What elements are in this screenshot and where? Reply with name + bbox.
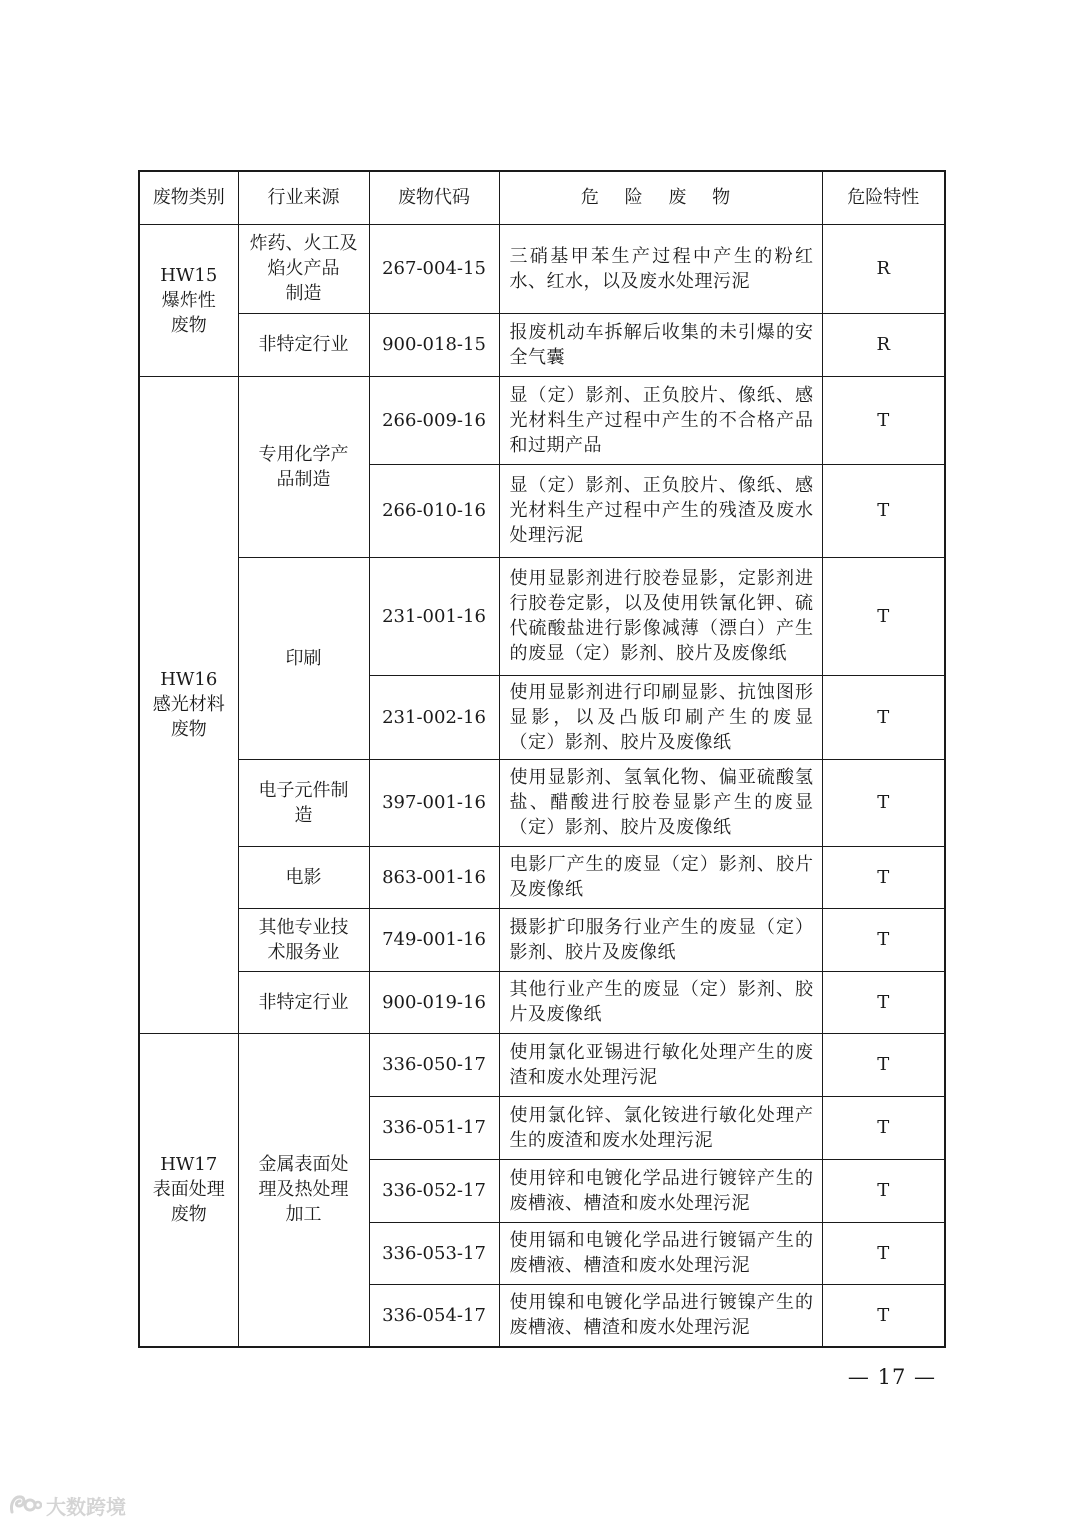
waste-code: 336-053-17 [369, 1222, 499, 1284]
waste-description: 三硝基甲苯生产过程中产生的粉红水、红水，以及废水处理污泥 [499, 224, 822, 313]
industry-source: 金属表面处 理及热处理 加工 [238, 1033, 369, 1347]
hazard-characteristic: R [822, 224, 945, 313]
watermark [8, 1490, 126, 1520]
industry-source: 印刷 [238, 557, 369, 759]
waste-code: 336-054-17 [369, 1284, 499, 1347]
hazard-characteristic: T [822, 971, 945, 1033]
hazard-characteristic: T [822, 846, 945, 908]
hazard-characteristic: T [822, 464, 945, 557]
industry-source: 非特定行业 [238, 971, 369, 1033]
waste-description: 报废机动车拆解后收集的未引爆的安全气囊 [499, 313, 822, 376]
waste-code: 267-004-15 [369, 224, 499, 313]
hazard-characteristic: T [822, 557, 945, 675]
hazard-characteristic: T [822, 1284, 945, 1347]
table-row [139, 846, 945, 908]
waste-description: 使用显影剂、氢氧化物、偏亚硫酸氢盐、醋酸进行胶卷显影产生的废显（定）影剂、胶片及废像纸 [499, 759, 822, 846]
waste-description: 电影厂产生的废显（定）影剂、胶片及废像纸 [499, 846, 822, 908]
header-category: 废物类别 [139, 171, 238, 224]
category-hw17: HW17 表面处理 废物 [139, 1033, 238, 1347]
table-row [139, 759, 945, 846]
watermark-text: 大数跨境 [46, 1494, 126, 1519]
industry-source: 电子元件制 造 [238, 759, 369, 846]
waste-code: 397-001-16 [369, 759, 499, 846]
table-row [139, 971, 945, 1033]
header-code: 废物代码 [369, 171, 499, 224]
waste-code: 266-009-16 [369, 376, 499, 464]
table-row [139, 224, 945, 313]
waste-code: 266-010-16 [369, 464, 499, 557]
waste-description: 使用氯化亚锡进行敏化处理产生的废渣和废水处理污泥 [499, 1033, 822, 1096]
table-row [139, 313, 945, 376]
hazard-characteristic: R [822, 313, 945, 376]
waste-code: 863-001-16 [369, 846, 499, 908]
waste-description: 其他行业产生的废显（定）影剂、胶片及废像纸 [499, 971, 822, 1033]
waste-description: 显（定）影剂、正负胶片、像纸、感光材料生产过程中产生的不合格产品和过期产品 [499, 376, 822, 464]
watermark-logo-icon [8, 1492, 42, 1518]
hazard-characteristic: T [822, 1222, 945, 1284]
waste-description: 摄影扩印服务行业产生的废显（定）影剂、胶片及废像纸 [499, 908, 822, 971]
hazardous-waste-table [138, 170, 946, 1348]
header-characteristic: 危险特性 [822, 171, 945, 224]
waste-code: 231-001-16 [369, 557, 499, 675]
category-hw15: HW15 爆炸性 废物 [139, 224, 238, 376]
waste-description: 使用氯化锌、氯化铵进行敏化处理产生的废渣和废水处理污泥 [499, 1096, 822, 1159]
hazard-characteristic: T [822, 376, 945, 464]
waste-code: 900-018-15 [369, 313, 499, 376]
header-row [139, 171, 945, 224]
waste-code: 336-052-17 [369, 1159, 499, 1222]
hazard-characteristic: T [822, 1159, 945, 1222]
hazard-characteristic: T [822, 759, 945, 846]
header-source: 行业来源 [238, 171, 369, 224]
waste-code: 231-002-16 [369, 675, 499, 759]
waste-description: 使用显影剂进行印刷显影、抗蚀图形显影，以及凸版印刷产生的废显（定）影剂、胶片及废像纸 [499, 675, 822, 759]
hazard-characteristic: T [822, 1096, 945, 1159]
industry-source: 炸药、火工及 焰火产品 制造 [238, 224, 369, 313]
table-row [139, 557, 945, 675]
waste-code: 749-001-16 [369, 908, 499, 971]
hazard-characteristic: T [822, 675, 945, 759]
waste-description: 使用锌和电镀化学品进行镀锌产生的废槽液、槽渣和废水处理污泥 [499, 1159, 822, 1222]
waste-description: 显（定）影剂、正负胶片、像纸、感光材料生产过程中产生的残渣及废水处理污泥 [499, 464, 822, 557]
table-row [139, 376, 945, 464]
category-hw16: HW16 感光材料 废物 [139, 376, 238, 1033]
waste-code: 336-050-17 [369, 1033, 499, 1096]
hazard-characteristic: T [822, 908, 945, 971]
table-row [139, 1033, 945, 1096]
hazard-characteristic: T [822, 1033, 945, 1096]
waste-code: 900-019-16 [369, 971, 499, 1033]
industry-source: 电影 [238, 846, 369, 908]
industry-source: 专用化学产 品制造 [238, 376, 369, 557]
industry-source: 非特定行业 [238, 313, 369, 376]
header-waste: 危 险 废 物 [499, 171, 822, 224]
waste-description: 使用显影剂进行胶卷显影，定影剂进行胶卷定影，以及使用铁氰化钾、硫代硫酸盐进行影像减薄（漂白）产生的废显（定）影剂、胶片及废像纸 [499, 557, 822, 675]
waste-description: 使用镉和电镀化学品进行镀镉产生的废槽液、槽渣和废水处理污泥 [499, 1222, 822, 1284]
waste-description: 使用镍和电镀化学品进行镀镍产生的废槽液、槽渣和废水处理污泥 [499, 1284, 822, 1347]
table-row [139, 908, 945, 971]
industry-source: 其他专业技 术服务业 [238, 908, 369, 971]
page-number: — 17 — [847, 1365, 936, 1389]
waste-code: 336-051-17 [369, 1096, 499, 1159]
